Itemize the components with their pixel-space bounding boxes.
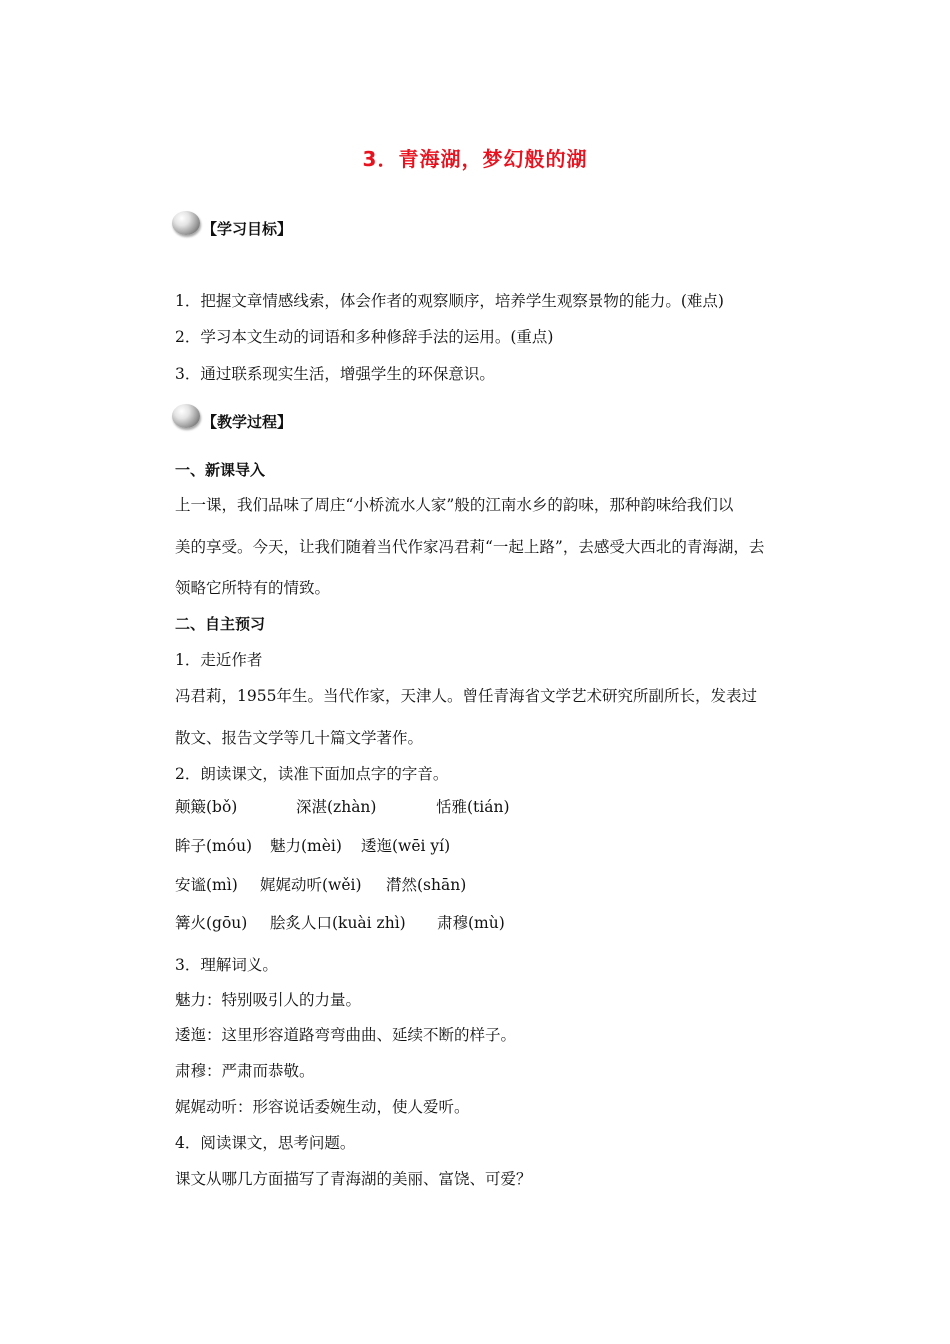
goal-item-2: 2．学习本文生动的词语和多种修辞手法的运用。(重点)	[175, 328, 554, 346]
author-line-2: 散文、报告文学等几十篇文学著作。	[175, 729, 424, 747]
sphere-bullet-icon	[172, 404, 200, 428]
phonetic-word: 篝火(gōu)	[175, 914, 248, 932]
phonetic-word: 脍炙人口(kuài zhì)	[270, 914, 406, 932]
part2-heading: 二、自主预习	[175, 615, 266, 633]
phonetic-word: 颠簸(bǒ)	[175, 798, 238, 816]
part1-line-1: 上一课，我们品味了周庄“小桥流水人家”般的江南水乡的韵味，那种韵味给我们以	[175, 496, 734, 514]
definition-line: 肃穆：严肃而恭敬。	[175, 1062, 315, 1080]
phonetic-word: 安谧(mì)	[175, 876, 238, 894]
part1-heading: 一、新课导入	[175, 461, 266, 479]
goal-item-1: 1．把握文章情感线索，体会作者的观察顺序，培养学生观察景物的能力。(难点)	[175, 292, 724, 310]
part2-item-2: 2．朗读课文，读准下面加点字的字音。	[175, 765, 449, 783]
phonetic-word: 恬雅(tián)	[436, 798, 510, 816]
phonetic-word: 潸然(shān)	[386, 876, 467, 894]
part2-item-4: 4．阅读课文，思考问题。	[175, 1134, 356, 1152]
part1-line-3: 领略它所特有的情致。	[175, 579, 331, 597]
phonetic-word: 眸子(móu)	[175, 837, 253, 855]
definition-line: 魅力：特别吸引人的力量。	[175, 991, 362, 1009]
question-line: 课文从哪几方面描写了青海湖的美丽、富饶、可爱？	[175, 1170, 532, 1188]
author-line-1: 冯君莉，1955年生。当代作家，天津人。曾任青海省文学艺术研究所副所长，发表过	[175, 687, 757, 705]
phonetic-word: 深湛(zhàn)	[296, 798, 377, 816]
page-title: 3．青海湖，梦幻般的湖	[362, 147, 588, 171]
definition-line: 逶迤：这里形容道路弯弯曲曲、延续不断的样子。	[175, 1026, 517, 1044]
phonetic-word: 肃穆(mù)	[437, 914, 505, 932]
section-goals-label: 【学习目标】	[202, 220, 293, 238]
section-process-header	[172, 398, 292, 432]
goal-item-3: 3．通过联系现实生活，增强学生的环保意识。	[175, 365, 495, 383]
part2-item-3: 3．理解词义。	[175, 956, 278, 974]
part2-item-1: 1．走近作者	[175, 651, 263, 669]
sphere-bullet-icon	[172, 211, 200, 235]
phonetic-word: 魅力(mèi)	[270, 837, 342, 855]
definition-line: 娓娓动听：形容说话委婉生动，使人爱听。	[175, 1098, 470, 1116]
phonetic-word: 逶迤(wēi yí)	[361, 837, 451, 855]
section-goals-header	[172, 205, 292, 239]
section-process-label: 【教学过程】	[202, 413, 293, 431]
part1-line-2: 美的享受。今天，让我们随着当代作家冯君莉“一起上路”，去感受大西北的青海湖，去	[175, 538, 765, 556]
phonetic-word: 娓娓动听(wěi)	[260, 876, 362, 894]
